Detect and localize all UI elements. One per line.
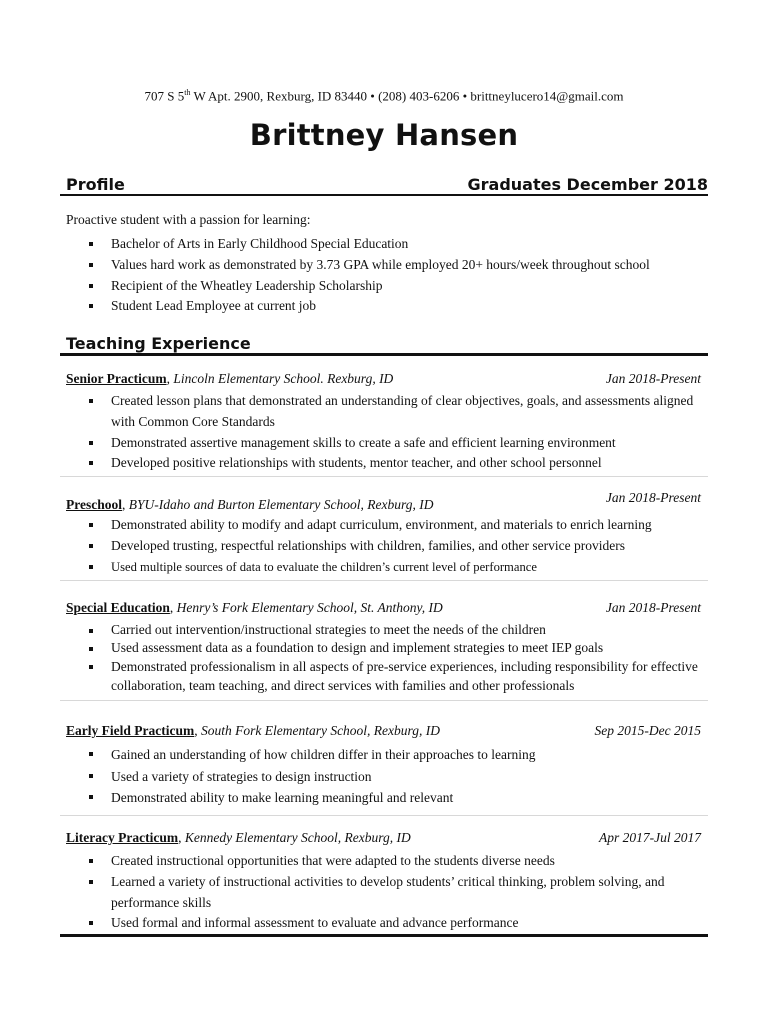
job-bullet: Demonstrated assertive management skills to create a safe and efficient learning environment [66, 433, 706, 454]
profile-bullet: Bachelor of Arts in Early Childhood Special Education [66, 234, 706, 255]
experience-rule [60, 353, 708, 356]
candidate-name: Brittney Hansen [249, 118, 519, 152]
profile-bullet: Recipient of the Wheatley Leadership Scholarship [66, 276, 706, 297]
job-bullet-list [66, 851, 706, 934]
job-title: Special Education [66, 600, 170, 615]
job-header [66, 490, 701, 510]
job-dates: Sep 2015-Dec 2015 [594, 723, 701, 738]
job-dates: Jan 2018-Present [605, 371, 701, 386]
profile-bullet: Student Lead Employee at current job [66, 296, 706, 317]
job-bullet: Created instructional opportunities that were adapted to the students diverse needs [66, 851, 706, 872]
contact-address-ordinal: th [184, 88, 191, 97]
job-bullet: Demonstrated ability to make learning meaningful and relevant [66, 787, 706, 809]
job-early-field-practicum [66, 723, 701, 743]
profile-heading: Profile [66, 175, 125, 194]
job-header [66, 600, 701, 620]
job-bullet-list [66, 515, 706, 577]
job-place: South Fork Elementary School, Rexburg, ID [200, 723, 441, 738]
job-title-place: Senior Practicum, Lincoln Elementary School. Rexburg, ID [66, 371, 394, 386]
job-place: Lincoln Elementary School. Rexburg, ID [173, 371, 394, 386]
job-divider [60, 815, 708, 816]
job-bullet: Created lesson plans that demonstrated an understanding of clear objectives, goals, and assessments aligned with Common Core Standards [66, 391, 706, 433]
job-title: Senior Practicum [66, 371, 167, 386]
job-bullet: Developed positive relationships with students, mentor teacher, and other school personnel [66, 453, 706, 474]
job-header [66, 723, 701, 743]
profile-intro: Proactive student with a passion for learning: [66, 212, 311, 227]
experience-section-header [66, 334, 708, 353]
job-bullet: Used assessment data as a foundation to design and implement strategies to meet IEP goals [66, 639, 706, 657]
contact-address-start: 707 S 5 [144, 88, 185, 104]
job-place: Kennedy Elementary School, Rexburg, ID [184, 830, 411, 845]
job-bullet: Gained an understanding of how children differ in their approaches to learning [66, 744, 706, 766]
contact-address-rest: W Apt. 2900, Rexburg, ID 83440 • (208) 403-6206 • brittneylucero14@gmail.com [190, 88, 624, 104]
job-divider [60, 700, 708, 701]
experience-heading: Teaching Experience [66, 334, 251, 353]
job-bullet: Used multiple sources of data to evaluate the children’s current level of performance [66, 557, 706, 578]
job-title: Early Field Practicum [66, 723, 195, 738]
job-divider [60, 476, 708, 477]
job-header [66, 830, 701, 850]
job-dates: Jan 2018-Present [605, 600, 701, 615]
job-preschool [66, 490, 701, 510]
profile-section-header [66, 175, 708, 194]
job-title-place: Early Field Practicum, South Fork Elementary School, Rexburg, ID [66, 723, 441, 738]
graduation-date: Graduates December 2018 [467, 175, 708, 194]
job-title-place: Special Education, Henry’s Fork Elementary School, St. Anthony, ID [66, 600, 443, 615]
job-bullet-list [66, 744, 706, 809]
job-place: Henry’s Fork Elementary School, St. Anthony, ID [176, 600, 443, 615]
bottom-rule [60, 934, 708, 937]
job-senior-practicum [66, 371, 701, 391]
job-place: BYU-Idaho and Burton Elementary School, Rexburg, ID [128, 497, 434, 512]
job-bullet-list [66, 391, 706, 474]
job-dates: Apr 2017-Jul 2017 [599, 830, 701, 845]
job-title-place: Literacy Practicum, Kennedy Elementary School, Rexburg, ID [66, 830, 411, 845]
job-title: Literacy Practicum [66, 830, 179, 845]
job-dates: Jan 2018-Present [605, 490, 701, 505]
job-bullet: Demonstrated ability to modify and adapt curriculum, environment, and materials to enrich learning [66, 515, 706, 536]
job-bullet: Used a variety of strategies to design instruction [66, 766, 706, 788]
profile-rule [60, 194, 708, 196]
profile-bullet: Values hard work as demonstrated by 3.73 GPA while employed 20+ hours/week throughout school [66, 255, 706, 276]
job-bullet-list [66, 621, 706, 695]
job-header [66, 371, 701, 391]
job-bullet: Carried out intervention/instructional strategies to meet the needs of the children [66, 621, 706, 639]
job-title-place: Preschool, BYU-Idaho and Burton Elementary School, Rexburg, ID [66, 497, 434, 512]
job-title: Preschool [66, 497, 122, 512]
job-bullet: Learned a variety of instructional activities to develop students’ critical thinking, problem solving, and performance skills [66, 872, 706, 914]
profile-bullet-list [66, 234, 706, 317]
contact-line [0, 88, 768, 104]
job-literacy-practicum [66, 830, 701, 850]
job-special-education [66, 600, 701, 620]
job-divider [60, 580, 708, 581]
job-bullet: Used formal and informal assessment to evaluate and advance performance [66, 913, 706, 934]
job-bullet: Demonstrated professionalism in all aspects of pre-service experiences, including responsibility for effective collaboration, team teaching, and direct services with families and other professionals [66, 657, 706, 695]
job-bullet: Developed trusting, respectful relationships with children, families, and other service providers [66, 536, 706, 557]
